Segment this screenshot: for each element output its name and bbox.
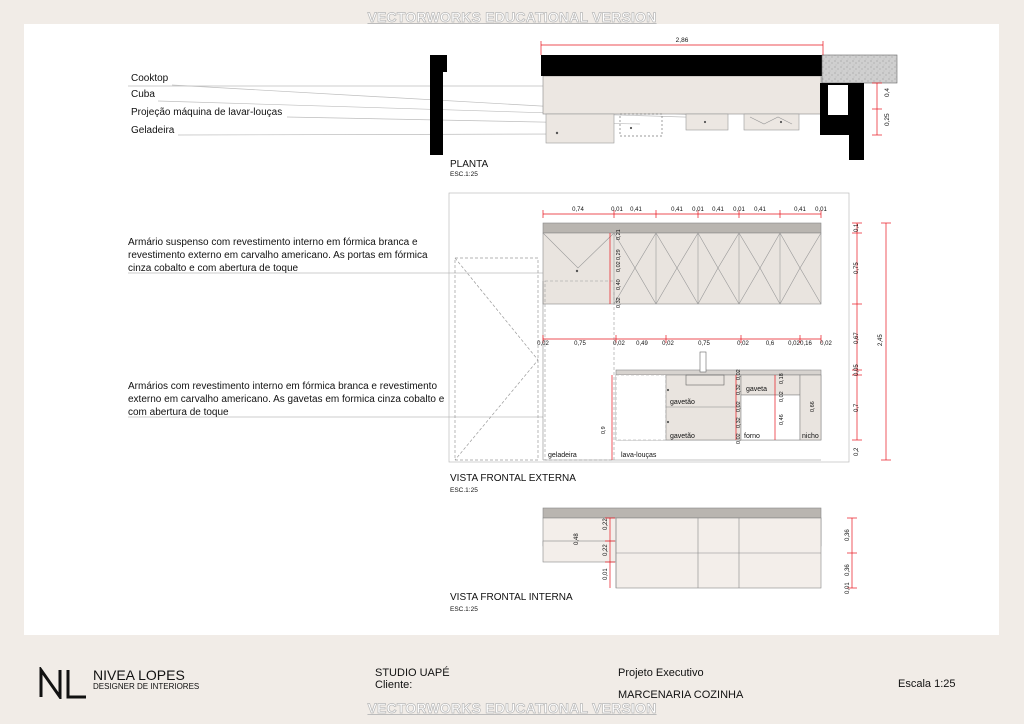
dim-text: 0,02	[616, 261, 622, 272]
dim-text: 0,29	[616, 249, 622, 260]
internal-scale: ESC.1:25	[450, 606, 478, 613]
plan-dim-v1: 0,4	[884, 87, 891, 97]
dim-text: 0,74	[572, 207, 584, 213]
plan-label-cuba: Cuba	[131, 89, 155, 100]
dim-text: 0,01	[815, 207, 827, 213]
external-elevation	[128, 193, 891, 462]
dim-text: 0,36	[845, 564, 851, 576]
project-name: MARCENARIA COZINHA	[618, 689, 744, 701]
internal-elevation	[543, 508, 857, 594]
watermark-top: VECTORWORKS EDUCATIONAL VERSION	[367, 9, 657, 25]
plan-width-dim: 2,86	[675, 37, 689, 44]
dim-text: 0,66	[810, 401, 816, 412]
label-gaveta: gaveta	[746, 386, 768, 393]
dim-text: 0,75	[574, 341, 586, 347]
dim-text: 0,41	[671, 207, 683, 213]
dim-text: 0,40	[616, 279, 622, 290]
dim-text: 0,01	[845, 582, 851, 594]
dim-text: 0,41	[630, 207, 642, 213]
dim-text: 0,02	[537, 341, 549, 347]
dim-text: 0,16	[800, 341, 812, 347]
label-geladeira: geladeira	[548, 452, 577, 459]
dim-text: 0,9	[601, 426, 607, 434]
dim-text: 0,22	[603, 518, 609, 530]
dim-text: 0,41	[754, 207, 766, 213]
dim-text: 0,32	[736, 384, 742, 395]
internal-title: VISTA FRONTAL INTERNA	[450, 592, 573, 603]
note-lower-cabinet: Armários com revestimento interno em fórmica branca e revestimento externo em carvalho americano. As gavetas em formica cinza cobalto e com abertura de toque	[128, 381, 445, 418]
dim-text: 0,48	[574, 533, 580, 545]
dim-text: 0,6	[765, 341, 775, 347]
dim-text: 0,2	[854, 447, 860, 456]
dim-text: 0,02	[736, 369, 742, 380]
plan-view	[128, 37, 897, 160]
dim-text: 0,01	[603, 568, 609, 580]
dim-text: 0,7	[854, 403, 860, 412]
dim-text: 2,45	[878, 334, 884, 346]
label-lava-loucas: lava-louças	[621, 452, 657, 459]
note-upper-cabinet: Armário suspenso com revestimento interno em fórmica branca e revestimento externo em carvalho americano. As portas em fórmica cinza cobalto e com abertura de toque	[128, 237, 428, 274]
dim-text: 0,36	[845, 529, 851, 541]
dim-text: 0,02	[613, 341, 625, 347]
external-scale: ESC.1:25	[450, 487, 478, 494]
sheet-scale: Escala 1:25	[898, 678, 956, 690]
dim-text: 0,01	[733, 207, 745, 213]
dim-text: 0,67	[854, 332, 860, 344]
dim-text: 0,02	[788, 341, 800, 347]
dim-text: 0,02	[820, 341, 832, 347]
plan-dim-v2: 0,25	[884, 113, 891, 126]
dim-text: 0,32	[736, 417, 742, 428]
external-title: VISTA FRONTAL EXTERNA	[450, 473, 576, 484]
dim-text: 0,41	[712, 207, 724, 213]
dim-text: 0,02	[736, 401, 742, 412]
watermark-bottom: VECTORWORKS EDUCATIONAL VERSION	[367, 700, 657, 716]
dim-text: 0,41	[794, 207, 806, 213]
dim-text: 0,75	[854, 262, 860, 274]
dim-text: 0,01	[692, 207, 704, 213]
dim-text: 0,02	[779, 391, 785, 402]
dim-text: 0,21	[616, 229, 622, 240]
label-gavetao: gavetão	[670, 433, 695, 440]
project-type: Projeto Executivo	[618, 667, 704, 679]
dim-text: 0,22	[603, 544, 609, 556]
designer-name: NIVEA LOPES	[93, 667, 185, 683]
dim-text: 0,46	[779, 414, 785, 425]
designer-role: DESIGNER DE INTERIORES	[93, 682, 200, 691]
dim-text: 0,02	[736, 433, 742, 444]
label-nicho: nicho	[802, 433, 819, 440]
studio-name: STUDIO UAPÉ	[375, 667, 450, 679]
client-label: Cliente:	[375, 679, 413, 691]
plan-title: PLANTA	[450, 159, 489, 170]
label-forno: forno	[744, 433, 760, 440]
dim-text: 0,49	[636, 341, 648, 347]
dim-text: 0,18	[779, 373, 785, 384]
dim-text: 0,75	[698, 341, 710, 347]
plan-label-cooktop: Cooktop	[131, 73, 169, 84]
dim-text: 0,05	[854, 364, 860, 376]
label-gavetao: gavetão	[670, 399, 695, 406]
plan-label-geladeira: Geladeira	[131, 125, 175, 136]
plan-label-dishwasher: Projeção máquina de lavar-louças	[131, 107, 283, 118]
designer-logo-icon	[38, 667, 88, 699]
dim-text: 0,01	[611, 207, 623, 213]
dim-text: 0,02	[737, 341, 749, 347]
dim-text: 0,02	[662, 341, 674, 347]
dim-text: 0,32	[616, 297, 622, 308]
dim-text: 0,1	[854, 223, 860, 232]
plan-scale: ESC.1:25	[450, 171, 478, 178]
